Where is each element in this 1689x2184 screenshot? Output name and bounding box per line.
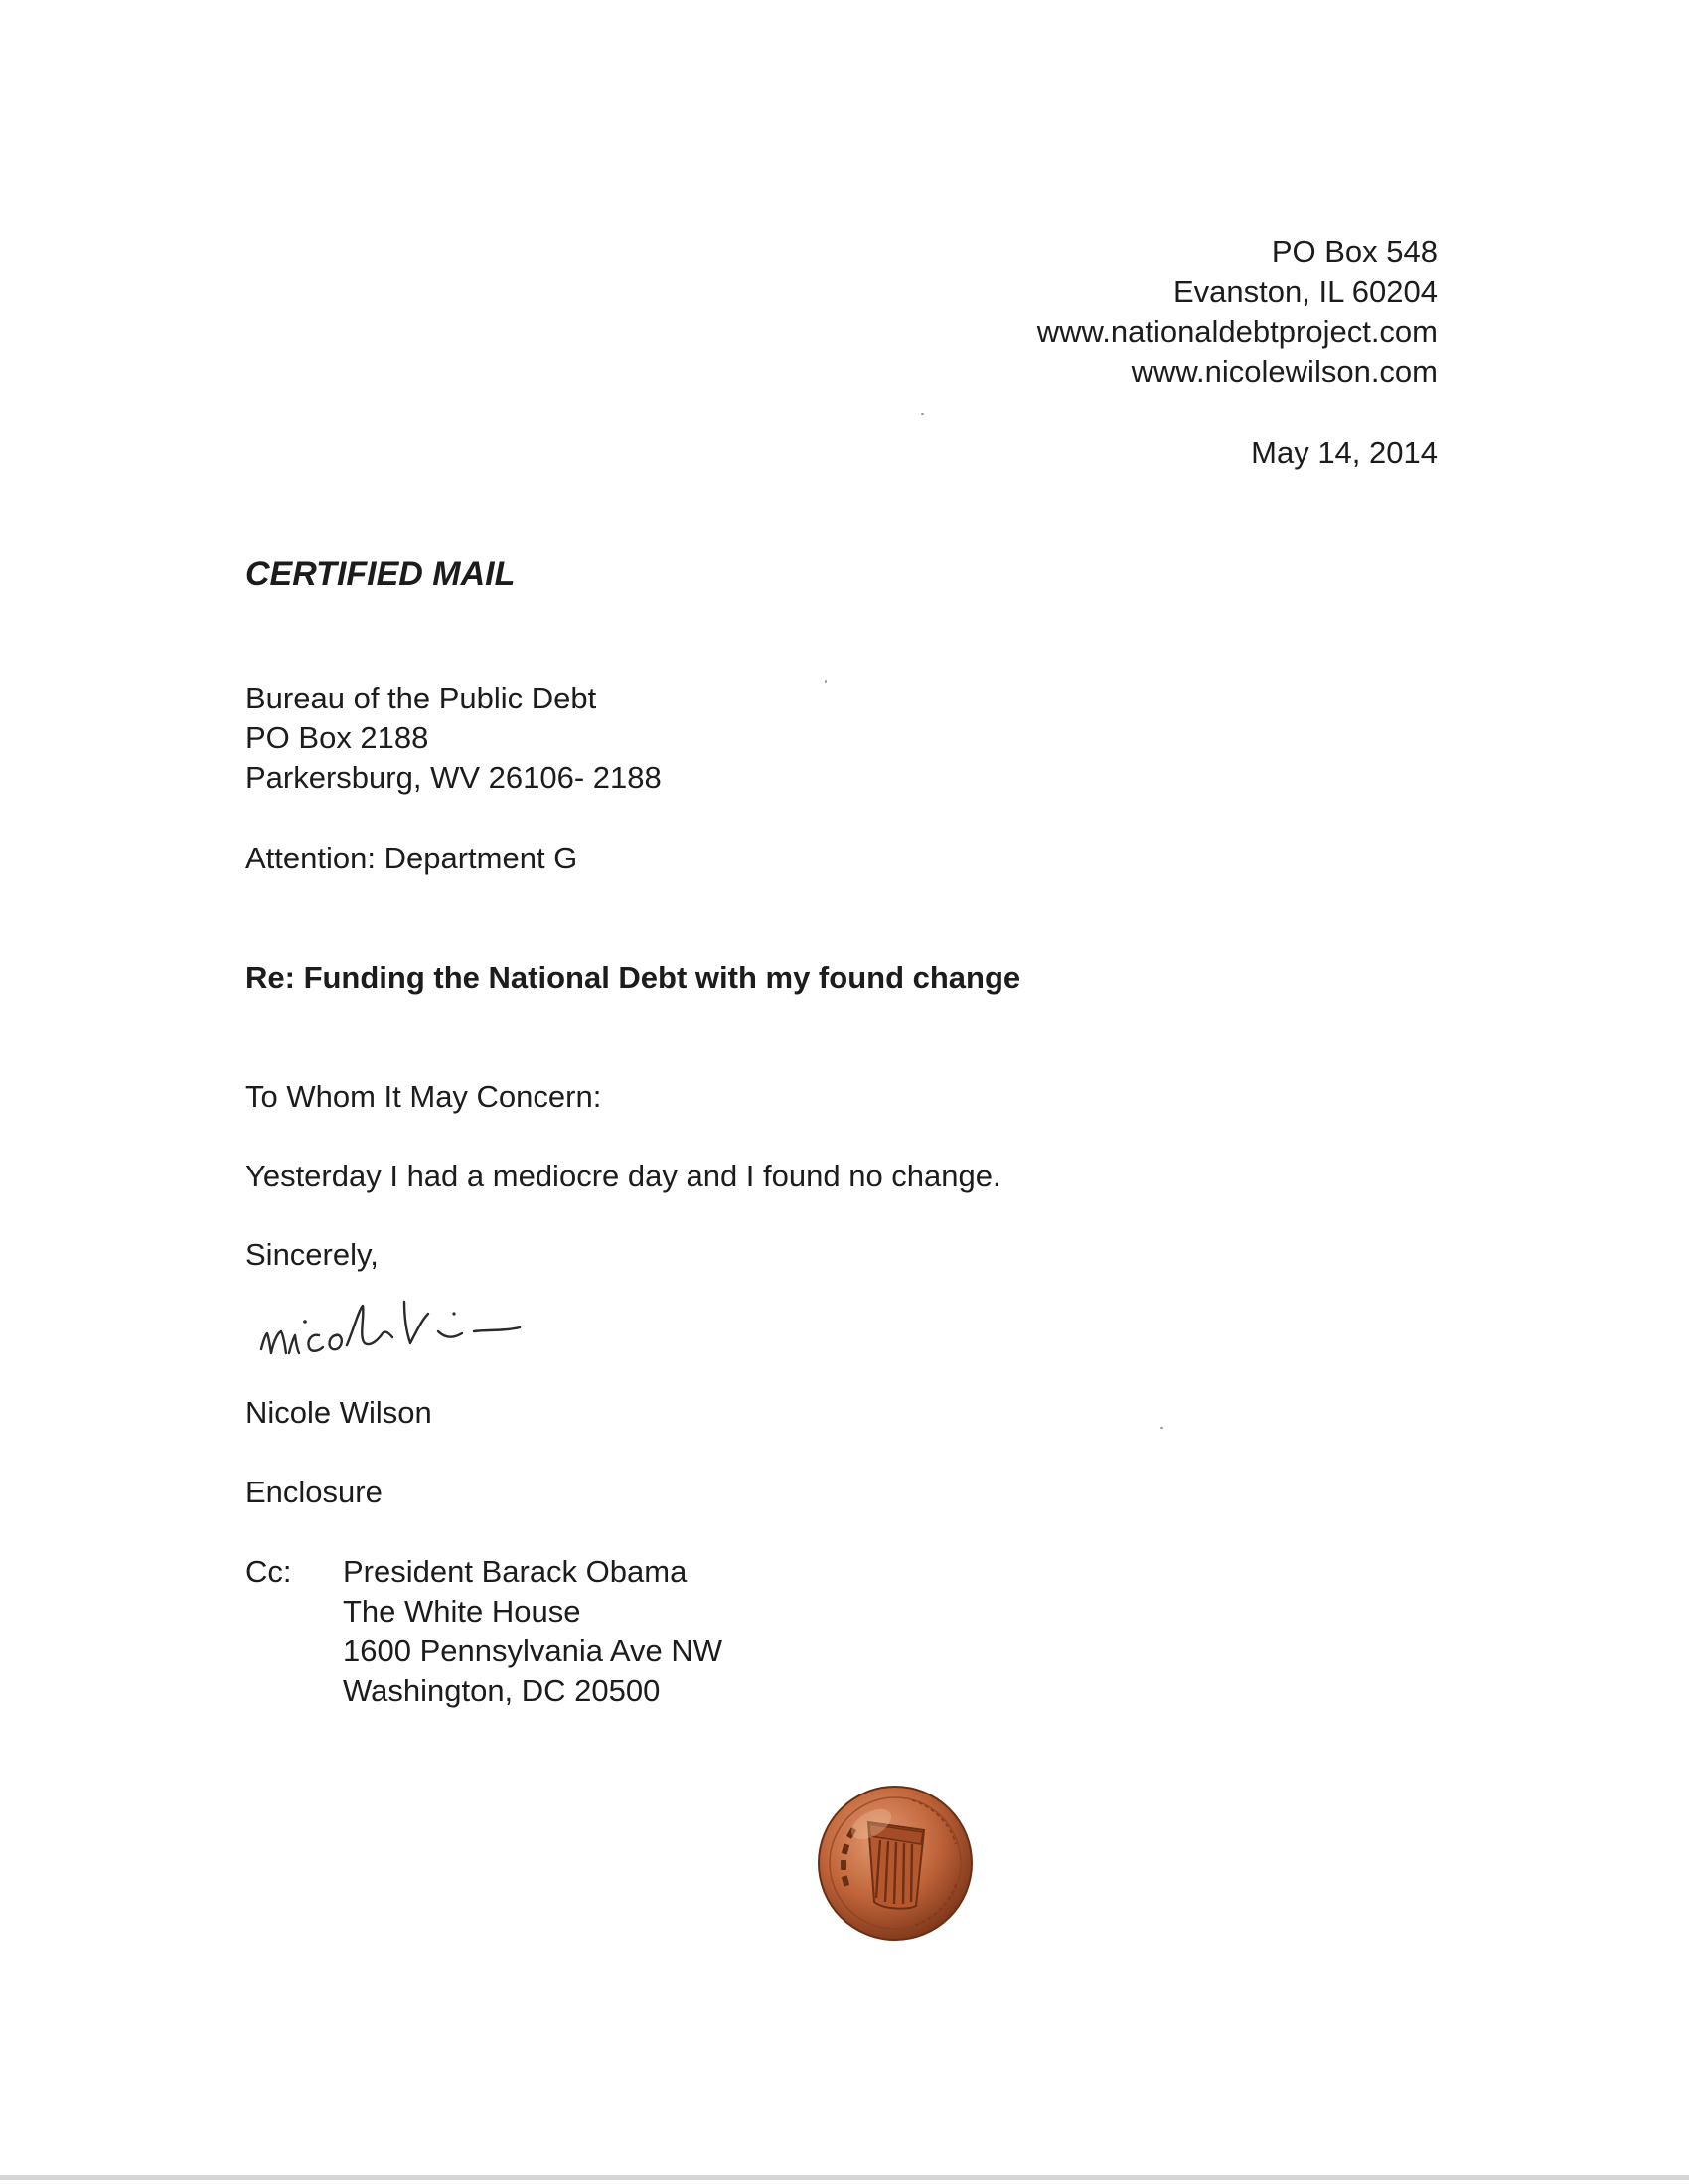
scan-edge-line xyxy=(0,2175,1689,2180)
cc-address-block xyxy=(343,1552,722,1711)
sender-city-state-zip: Evanston, IL 60204 xyxy=(1173,274,1438,309)
recipient-po-box: PO Box 2188 xyxy=(245,720,429,755)
scan-speck xyxy=(921,413,924,415)
enclosure-notation: Enclosure xyxy=(245,1475,383,1509)
penny-coin-icon xyxy=(817,1785,974,1942)
cc-label: Cc: xyxy=(245,1554,292,1589)
signer-name: Nicole Wilson xyxy=(245,1395,432,1430)
sender-address-block xyxy=(1037,233,1438,391)
recipient-name: Bureau of the Public Debt xyxy=(245,681,597,715)
cc-name: President Barack Obama xyxy=(343,1554,688,1589)
recipient-city-state-zip: Parkersburg, WV 26106- 2188 xyxy=(245,760,662,795)
cc-street: 1600 Pennsylvania Ave NW xyxy=(343,1634,722,1668)
scan-speck xyxy=(825,680,827,683)
letter-date: May 14, 2014 xyxy=(1251,435,1438,470)
cc-organization: The White House xyxy=(343,1594,581,1629)
letter-body: Yesterday I had a mediocre day and I found no change. xyxy=(245,1159,1001,1193)
handwritten-signature xyxy=(253,1292,591,1371)
sender-website-1: www.nationaldebtproject.com xyxy=(1036,314,1438,349)
closing: Sincerely, xyxy=(245,1237,379,1272)
sender-website-2: www.nicolewilson.com xyxy=(1131,354,1438,389)
cc-city-state-zip: Washington, DC 20500 xyxy=(343,1673,661,1708)
delivery-method: CERTIFIED MAIL xyxy=(245,555,516,593)
salutation: To Whom It May Concern: xyxy=(245,1079,602,1114)
subject-line: Re: Funding the National Debt with my found change xyxy=(245,960,1021,995)
recipient-address-block xyxy=(245,679,662,798)
sender-po-box: PO Box 548 xyxy=(1271,234,1438,269)
scan-speck xyxy=(1160,1427,1163,1429)
attention-line: Attention: Department G xyxy=(245,841,578,875)
